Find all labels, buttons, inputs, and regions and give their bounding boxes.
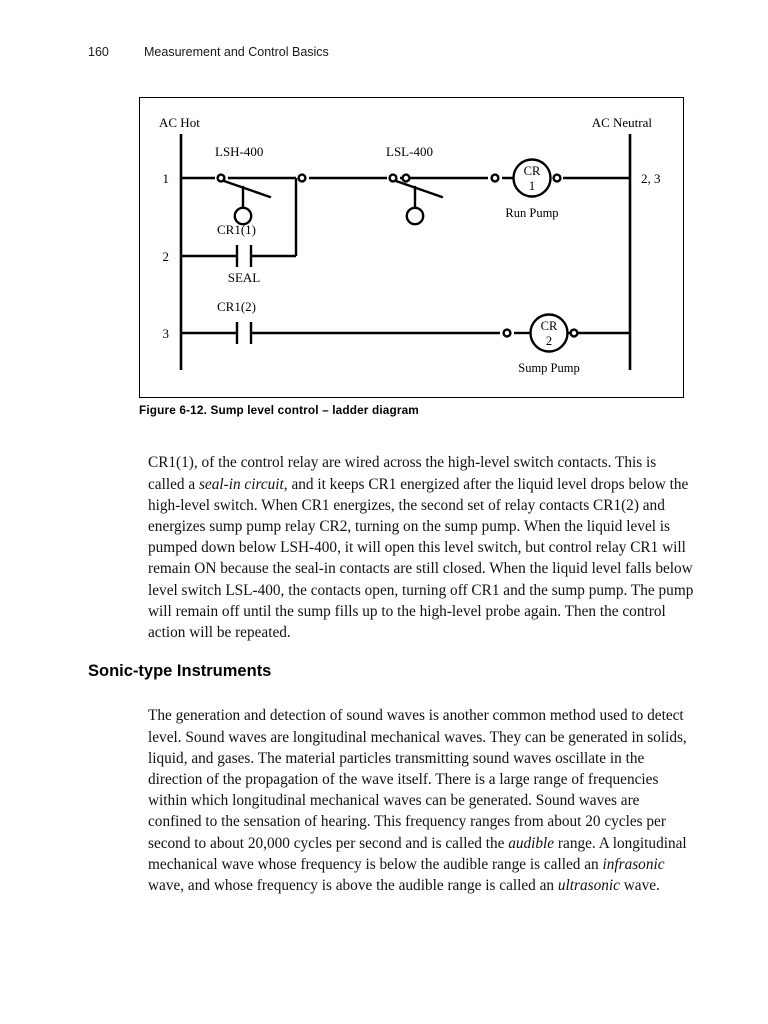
cr2-terminal-left	[504, 330, 511, 337]
lsl-400-label: LSL-400	[386, 144, 433, 159]
lsh-400-switch	[218, 175, 306, 225]
lsl-400-switch	[390, 175, 442, 225]
lsl-400-terminal-right	[403, 175, 410, 182]
sump-contact-label: CR1(2)	[217, 299, 256, 314]
sump-pump-label: Sump Pump	[518, 361, 580, 375]
cr1-terminal-right	[554, 175, 561, 182]
lsh-400-label: LSH-400	[215, 144, 264, 159]
para-2-part-a: The generation and detection of sound waves is another common method used to detect level. Sound waves are longitudinal mechanical waves. They can be generated in solids, liquid, and gases. The material particles transmitting sound waves oscillate in the direction of the propagation of the wave itself. There is a large range of frequencies within which longitudinal mechanical waves can be generated. Sound waves are confined to the sensation of hearing. This frequency ranges from about 20 cycles per second to about 20,000 cycles per second and is called the	[148, 707, 687, 852]
para-2-emphasis-infrasonic: infrasonic	[602, 855, 665, 873]
cr2-terminal-right	[571, 330, 578, 337]
cr1-terminal-left	[492, 175, 499, 182]
figure-caption: Figure 6-12. Sump level control – ladder diagram	[139, 403, 419, 417]
lsh-400-blade	[224, 181, 270, 197]
paragraph-sound-waves	[148, 705, 696, 896]
cr1-coil-text-top: CR	[523, 164, 541, 178]
ac-neutral-label: AC Neutral	[591, 115, 652, 130]
lsl-400-blade	[396, 181, 442, 197]
running-header	[88, 45, 329, 59]
seal-note-label: SEAL	[227, 270, 261, 285]
cr2-coil-text-top: CR	[540, 319, 558, 333]
ac-hot-label: AC Hot	[159, 115, 200, 130]
seal-contact-label: CR1(1)	[217, 222, 256, 237]
para-2-part-c: wave, and whose frequency is above the audible range is called an	[148, 876, 558, 894]
cr2-coil-text-bottom: 2	[545, 334, 553, 348]
header-title: Measurement and Control Basics	[144, 45, 329, 59]
figure-frame	[139, 97, 684, 398]
ladder-diagram-svg	[140, 98, 682, 396]
page-number: 160	[88, 45, 109, 59]
para-2-part-d: wave.	[619, 876, 660, 894]
lsh-400-terminal-right	[299, 175, 306, 182]
paragraph-seal-in-circuit	[148, 452, 696, 643]
para-2-part-b: range. A longitudinal mechanical wave whose frequency is below the audible range is called an	[148, 834, 687, 873]
rung-3-number: 3	[162, 326, 169, 341]
rung-2-number: 2	[162, 249, 169, 264]
cr1-coil-text-bottom: 1	[528, 179, 536, 193]
rung-1-cross-reference: 2, 3	[641, 171, 661, 186]
figure-6-12	[139, 97, 684, 417]
para-2-emphasis-audible: audible	[508, 834, 555, 852]
para-2-emphasis-ultrasonic: ultrasonic	[557, 876, 620, 894]
run-pump-label: Run Pump	[505, 206, 559, 220]
section-heading-sonic-type-instruments: Sonic-type Instruments	[88, 661, 272, 680]
para-1-part-b: , and it keeps CR1 energized after the liquid level drops below the high-level switch. When CR1 energizes, the second set of relay contacts CR1(2) and energizes sump pump relay CR2, turning on the sump pump. When the liquid level is pumped down below LSH-400, it will open this level switch, but control relay CR1 will remain ON because the seal-in contacts are still closed. When the liquid level falls below level switch LSL-400, the contacts open, turning off CR1 and the sump pump. The pump will remain off until the sump fills up to the high-level probe again. Then the control action will be repeated.	[148, 475, 694, 641]
lsl-400-float-ball	[407, 208, 423, 224]
para-1-part-a: CR1(1), of the control relay are wired across the high-level switch contacts. This is called a	[148, 454, 657, 493]
para-1-emphasis-seal-in-circuit: seal-in circuit	[198, 475, 284, 493]
rung-1-number: 1	[162, 171, 169, 186]
